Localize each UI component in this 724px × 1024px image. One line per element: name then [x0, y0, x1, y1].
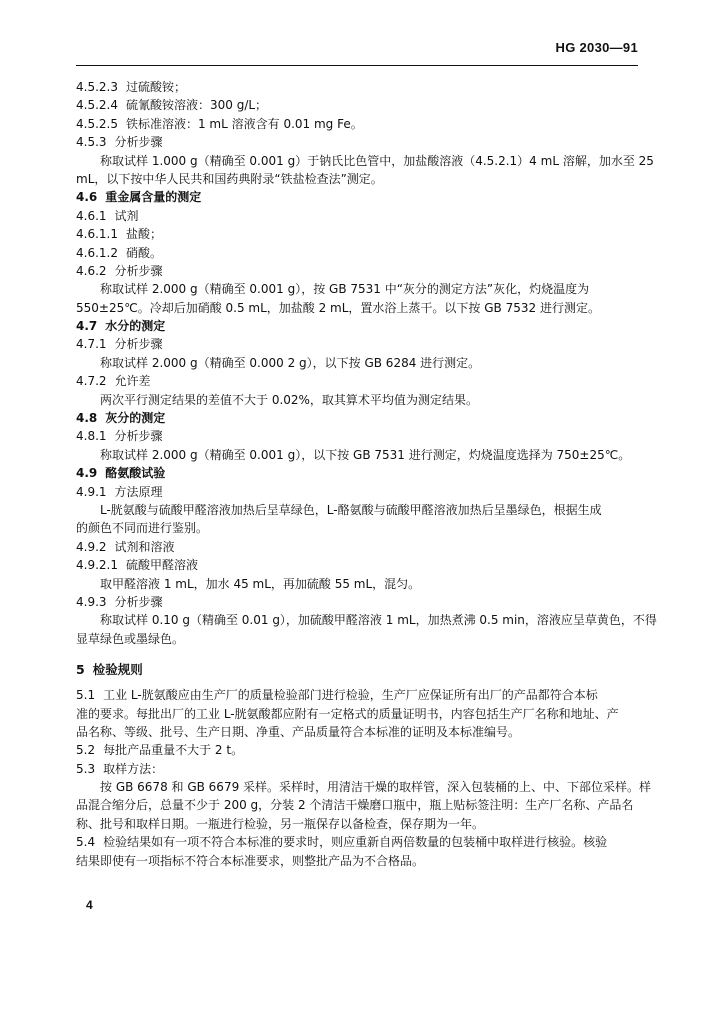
- clause-item: [76, 96, 638, 114]
- clause-text: 硝酸。: [125, 245, 162, 260]
- clause-text: 检验结果如有一项不符合本标准的要求时，则应重新自两倍数量的包装桶中取样进行核验。核验: [103, 835, 608, 850]
- clause-number: 4.9.2.1: [76, 558, 118, 573]
- clause-item: [76, 78, 638, 96]
- paragraph-line: [76, 354, 638, 372]
- paragraph-continuation: [76, 299, 638, 317]
- section-heading: [76, 188, 638, 206]
- clause-text: 两次平行测定结果的差值不大于 0.02%，取其算术平均值为测定结果。: [100, 392, 478, 407]
- clause-text: 工业 L-胱氨酸应由生产厂的质量检验部门进行检验，生产厂应保证所有出厂的产品都符合本标: [103, 688, 598, 703]
- clause-text: 结果即使有一项指标不符合本标准要求，则整批产品为不合格品。: [76, 853, 425, 868]
- document-body: [76, 78, 657, 870]
- clause-text: 灰分的测定: [105, 411, 166, 426]
- clause-text: 铁标准溶液：1 mL 溶液含有 0.01 mg Fe。: [125, 116, 363, 131]
- clause-text: 水分的测定: [105, 319, 166, 334]
- clause-text: 酪氨酸试验: [105, 466, 166, 481]
- clause-text: 分析步骤: [114, 263, 163, 278]
- section-title-text: 检验规则: [92, 662, 143, 678]
- clause-text: 称取试样 2.000 g（精确至 0.001 g），以下按 GB 7531 进行测定，灼烧温度选择为 750±25℃。: [100, 447, 631, 462]
- header-rule: [76, 65, 638, 66]
- paragraph-continuation: [76, 630, 638, 648]
- clause-text: 称取试样 2.000 g（精确至 0.001 g），按 GB 7531 中“灰分的测定方法”灰化，灼烧温度为: [100, 282, 590, 297]
- clause-text: 称取试样 1.000 g（精确至 0.001 g）于钠氏比色管中，加盐酸溶液（4.5.2.1）4 mL 溶解，加水至 25: [100, 153, 654, 168]
- section-gap: [76, 648, 638, 660]
- header-code: HG 2030—91: [555, 40, 638, 55]
- paragraph-line: [76, 778, 652, 796]
- clause-number: 4.7.2: [76, 374, 107, 389]
- page-number: 4: [86, 898, 93, 912]
- clause-text: 方法原理: [114, 484, 163, 499]
- clause-item: [76, 427, 638, 445]
- clause-number: 4.6: [76, 190, 98, 205]
- clause-item: [76, 372, 638, 390]
- clause-number: 4.5.2.4: [76, 98, 118, 113]
- paragraph-line: [76, 501, 638, 519]
- clause-item: [76, 133, 638, 151]
- clause-item: [76, 760, 638, 778]
- clause-number: 4.5.3: [76, 135, 107, 150]
- clause-text: 硫酸甲醛溶液: [125, 558, 198, 573]
- clause-item: [76, 335, 638, 353]
- clause-number: 4.6.1.2: [76, 245, 118, 260]
- paragraph-continuation: [76, 723, 638, 741]
- clause-text: 品名称、等级、批号、生产日期、净重、产品质量符合本标准的证明及本标准编号。: [76, 724, 521, 739]
- clause-text: 品混合缩分后，总量不少于 200 g，分装 2 个清洁干燥磨口瓶中，瓶上贴标签注明：生产厂名称、产品名: [76, 798, 634, 813]
- clause-item: [76, 686, 638, 704]
- clause-number: 4.6.1: [76, 208, 107, 223]
- clause-number: 5.3: [76, 761, 96, 776]
- clause-text: 分析步骤: [114, 594, 163, 609]
- clause-item: [76, 262, 638, 280]
- paragraph-line: [76, 391, 638, 409]
- paragraph-line: [76, 575, 638, 593]
- clause-text: 试剂和溶液: [114, 539, 175, 554]
- clause-item: [76, 741, 638, 759]
- paragraph-continuation: [76, 796, 638, 814]
- clause-item: [76, 207, 638, 225]
- clause-number: 5.1: [76, 688, 96, 703]
- clause-text: 550±25℃。冷却后加硝酸 0.5 mL，加盐酸 2 mL，置水浴上蒸干。以下按 GB 7532 进行测定。: [76, 300, 600, 315]
- paragraph-continuation: [76, 815, 638, 833]
- clause-text: 试剂: [114, 208, 139, 223]
- clause-number: 4.8.1: [76, 429, 107, 444]
- clause-text: 取样方法：: [103, 761, 164, 776]
- clause-number: 4.7: [76, 319, 98, 334]
- clause-text: 硫氰酸铵溶液：300 g/L；: [125, 98, 268, 113]
- clause-text: 准的要求。每批出厂的工业 L-胱氨酸都应附有一定格式的质量证明书，内容包括生产厂名称和地址、产: [76, 706, 619, 721]
- paragraph-continuation: [76, 170, 638, 188]
- clause-item: [76, 115, 638, 133]
- paragraph-continuation: [76, 705, 638, 723]
- paragraph-line: [76, 280, 638, 298]
- clause-text: L-胱氨酸与硫酸甲醛溶液加热后呈草绿色，L-酪氨酸与硫酸甲醛溶液加热后呈墨绿色，根据生成: [100, 502, 602, 517]
- clause-item: [76, 225, 638, 243]
- clause-text: 显草绿色或墨绿色。: [76, 631, 185, 646]
- clause-text: 称、批号和取样日期。一瓶进行检验，另一瓶保存以备检查，保存期为一年。: [76, 816, 485, 831]
- clause-text: 过硫酸铵；: [125, 80, 186, 94]
- section-heading: [76, 409, 638, 427]
- clause-number: 5.2: [76, 743, 96, 758]
- clause-number: 4.9.3: [76, 594, 107, 609]
- paragraph-line: [76, 152, 654, 170]
- paragraph-continuation: [76, 852, 638, 870]
- section-heading: [76, 317, 638, 335]
- paragraph-line: [76, 446, 638, 464]
- clause-text: 分析步骤: [114, 135, 163, 150]
- clause-item: [76, 538, 638, 556]
- section-heading: [76, 464, 638, 482]
- clause-text: 称取试样 0.10 g（精确至 0.01 g），加硫酸甲醛溶液 1 mL，加热煮沸 0.5 min，溶液应呈草黄色，不得: [100, 613, 657, 628]
- clause-text: 每批产品重量不大于 2 t。: [103, 743, 244, 758]
- clause-text: 分析步骤: [114, 429, 163, 444]
- clause-text: 重金属含量的测定: [105, 190, 202, 205]
- clause-number: 4.8: [76, 411, 98, 426]
- clause-item: [76, 244, 638, 262]
- clause-text: 的颜色不同而进行鉴别。: [76, 521, 209, 536]
- clause-item: [76, 483, 638, 501]
- clause-item: [76, 593, 638, 611]
- section-title: [76, 660, 638, 680]
- clause-text: 按 GB 6678 和 GB 6679 采样。采样时，用清洁干燥的取样管，深入包装桶的上、中、下部位采样。样: [100, 780, 652, 795]
- clause-item: [76, 833, 638, 851]
- clause-number: 4.7.1: [76, 337, 107, 352]
- clause-text: mL，以下按中华人民共和国药典附录“铁盐检查法”测定。: [76, 171, 383, 186]
- clause-text: 允许差: [114, 374, 151, 389]
- clause-number: 4.6.1.1: [76, 227, 118, 242]
- clause-number: 4.9.2: [76, 539, 107, 554]
- clause-number: 5.4: [76, 835, 96, 850]
- clause-text: 盐酸；: [125, 227, 162, 242]
- clause-text: 取甲醛溶液 1 mL，加水 45 mL，再加硫酸 55 mL，混匀。: [100, 576, 421, 591]
- clause-text: 称取试样 2.000 g（精确至 0.000 2 g），以下按 GB 6284 进行测定。: [100, 355, 481, 370]
- clause-item: [76, 556, 638, 574]
- clause-number: 4.6.2: [76, 263, 107, 278]
- section-number: 5: [76, 662, 85, 678]
- paragraph-line: [76, 611, 657, 629]
- clause-text: 分析步骤: [114, 337, 163, 352]
- clause-number: 4.5.2.3: [76, 80, 118, 94]
- paragraph-continuation: [76, 519, 638, 537]
- clause-number: 4.9: [76, 466, 98, 481]
- clause-number: 4.9.1: [76, 484, 107, 499]
- clause-number: 4.5.2.5: [76, 116, 118, 131]
